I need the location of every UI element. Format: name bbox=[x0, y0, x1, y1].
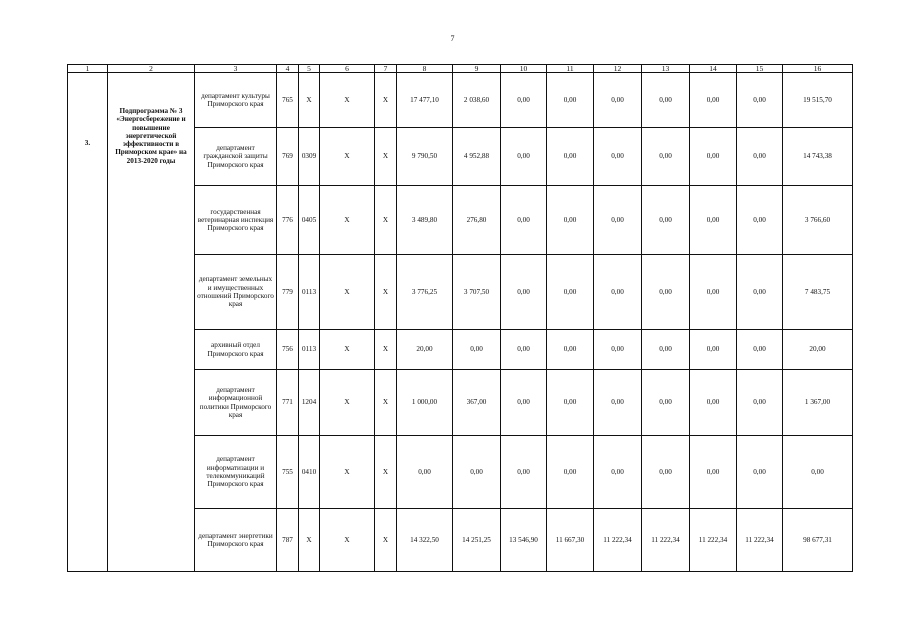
amount-cell: 1 000,00 bbox=[397, 370, 453, 436]
code-cell: Х bbox=[375, 330, 397, 370]
amount-cell: 2 038,60 bbox=[453, 73, 501, 128]
amount-cell: 0,00 bbox=[642, 73, 690, 128]
amount-cell: 0,00 bbox=[690, 186, 737, 255]
amount-cell: 0,00 bbox=[737, 73, 783, 128]
amount-cell: 0,00 bbox=[547, 436, 594, 509]
amount-cell: 0,00 bbox=[642, 436, 690, 509]
amount-cell: 0,00 bbox=[737, 128, 783, 186]
code-cell: Х bbox=[375, 436, 397, 509]
code-cell: Х bbox=[320, 509, 375, 572]
total-cell: 14 743,38 bbox=[783, 128, 853, 186]
column-header: 12 bbox=[594, 65, 642, 73]
organization-name: департамент энергетики Приморского края bbox=[195, 509, 277, 572]
amount-cell: 0,00 bbox=[397, 436, 453, 509]
header-row bbox=[68, 65, 853, 73]
total-cell: 20,00 bbox=[783, 330, 853, 370]
amount-cell: 4 952,88 bbox=[453, 128, 501, 186]
amount-cell: 0,00 bbox=[547, 186, 594, 255]
amount-cell: 276,80 bbox=[453, 186, 501, 255]
code-cell: Х bbox=[320, 73, 375, 128]
section-code-cell: Х bbox=[299, 509, 320, 572]
column-header: 11 bbox=[547, 65, 594, 73]
amount-cell: 13 546,90 bbox=[501, 509, 547, 572]
amount-cell: 0,00 bbox=[690, 128, 737, 186]
code-cell: Х bbox=[375, 370, 397, 436]
amount-cell: 0,00 bbox=[453, 436, 501, 509]
amount-cell: 17 477,10 bbox=[397, 73, 453, 128]
code-cell: 769 bbox=[277, 128, 299, 186]
code-cell: 755 bbox=[277, 436, 299, 509]
table-body bbox=[68, 65, 853, 572]
column-header: 7 bbox=[375, 65, 397, 73]
organization-name: департамент информатизации и телекоммуникаций Приморского края bbox=[195, 436, 277, 509]
organization-name: департамент гражданской защиты Приморского края bbox=[195, 128, 277, 186]
amount-cell: 0,00 bbox=[594, 370, 642, 436]
column-header: 10 bbox=[501, 65, 547, 73]
amount-cell: 0,00 bbox=[690, 330, 737, 370]
column-header: 15 bbox=[737, 65, 783, 73]
amount-cell: 0,00 bbox=[642, 255, 690, 330]
code-cell: 765 bbox=[277, 73, 299, 128]
amount-cell: 0,00 bbox=[737, 330, 783, 370]
amount-cell: 0,00 bbox=[501, 370, 547, 436]
amount-cell: 9 790,50 bbox=[397, 128, 453, 186]
amount-cell: 0,00 bbox=[547, 128, 594, 186]
code-cell: Х bbox=[320, 370, 375, 436]
organization-name: департамент земельных и имущественных отношений Приморского края bbox=[195, 255, 277, 330]
code-cell: 776 bbox=[277, 186, 299, 255]
amount-cell: 11 222,34 bbox=[594, 509, 642, 572]
column-header: 16 bbox=[783, 65, 853, 73]
organization-name: департамент информационной политики Приморского края bbox=[195, 370, 277, 436]
code-cell: 787 bbox=[277, 509, 299, 572]
amount-cell: 20,00 bbox=[397, 330, 453, 370]
organization-name: архивный отдел Приморского края bbox=[195, 330, 277, 370]
section-code-cell: 1204 bbox=[299, 370, 320, 436]
amount-cell: 3 489,80 bbox=[397, 186, 453, 255]
column-header: 2 bbox=[108, 65, 195, 73]
total-cell: 98 677,31 bbox=[783, 509, 853, 572]
code-cell: 779 bbox=[277, 255, 299, 330]
column-header: 6 bbox=[320, 65, 375, 73]
section-code-cell: 0309 bbox=[299, 128, 320, 186]
column-header: 3 bbox=[195, 65, 277, 73]
amount-cell: 0,00 bbox=[501, 186, 547, 255]
column-header: 5 bbox=[299, 65, 320, 73]
code-cell: Х bbox=[375, 128, 397, 186]
amount-cell: 0,00 bbox=[594, 330, 642, 370]
amount-cell: 0,00 bbox=[737, 370, 783, 436]
amount-cell: 0,00 bbox=[690, 370, 737, 436]
total-cell: 1 367,00 bbox=[783, 370, 853, 436]
amount-cell: 14 251,25 bbox=[453, 509, 501, 572]
code-cell: Х bbox=[375, 509, 397, 572]
section-code-cell: Х bbox=[299, 73, 320, 128]
section-number: 3. bbox=[68, 73, 108, 572]
column-header: 8 bbox=[397, 65, 453, 73]
column-header: 9 bbox=[453, 65, 501, 73]
amount-cell: 0,00 bbox=[547, 73, 594, 128]
amount-cell: 0,00 bbox=[642, 128, 690, 186]
total-cell: 19 515,70 bbox=[783, 73, 853, 128]
amount-cell: 0,00 bbox=[594, 255, 642, 330]
amount-cell: 11 222,34 bbox=[642, 509, 690, 572]
total-cell: 0,00 bbox=[783, 436, 853, 509]
code-cell: Х bbox=[375, 186, 397, 255]
code-cell: 771 bbox=[277, 370, 299, 436]
amount-cell: 0,00 bbox=[501, 128, 547, 186]
section-code-cell: 0113 bbox=[299, 255, 320, 330]
amount-cell: 0,00 bbox=[547, 370, 594, 436]
column-header: 14 bbox=[690, 65, 737, 73]
code-cell: Х bbox=[320, 436, 375, 509]
code-cell: Х bbox=[375, 255, 397, 330]
budget-table bbox=[67, 64, 853, 572]
amount-cell: 367,00 bbox=[453, 370, 501, 436]
code-cell: Х bbox=[320, 255, 375, 330]
amount-cell: 0,00 bbox=[547, 330, 594, 370]
amount-cell: 0,00 bbox=[642, 186, 690, 255]
amount-cell: 14 322,50 bbox=[397, 509, 453, 572]
amount-cell: 11 222,34 bbox=[737, 509, 783, 572]
code-cell: Х bbox=[320, 186, 375, 255]
amount-cell: 0,00 bbox=[501, 73, 547, 128]
code-cell: Х bbox=[320, 330, 375, 370]
amount-cell: 0,00 bbox=[690, 73, 737, 128]
organization-name: государственная ветеринарная инспекция Приморского края bbox=[195, 186, 277, 255]
amount-cell: 0,00 bbox=[501, 436, 547, 509]
code-cell: Х bbox=[320, 128, 375, 186]
amount-cell: 0,00 bbox=[501, 330, 547, 370]
amount-cell: 0,00 bbox=[501, 255, 547, 330]
amount-cell: 0,00 bbox=[594, 436, 642, 509]
amount-cell: 3 707,50 bbox=[453, 255, 501, 330]
column-header: 4 bbox=[277, 65, 299, 73]
amount-cell: 0,00 bbox=[594, 128, 642, 186]
total-cell: 3 766,60 bbox=[783, 186, 853, 255]
amount-cell: 0,00 bbox=[594, 186, 642, 255]
code-cell: Х bbox=[375, 73, 397, 128]
amount-cell: 0,00 bbox=[453, 330, 501, 370]
amount-cell: 0,00 bbox=[642, 330, 690, 370]
page-number: 7 bbox=[450, 34, 455, 43]
program-name: Подпрограмма № 3 «Энергосбережение и повышение энергетической эффективности в Приморском крае» на 2013-2020 годы bbox=[108, 73, 195, 572]
code-cell: 756 bbox=[277, 330, 299, 370]
organization-name: департамент культуры Приморского края bbox=[195, 73, 277, 128]
amount-cell: 3 776,25 bbox=[397, 255, 453, 330]
amount-cell: 0,00 bbox=[737, 436, 783, 509]
amount-cell: 11 667,30 bbox=[547, 509, 594, 572]
amount-cell: 0,00 bbox=[642, 370, 690, 436]
section-code-cell: 0113 bbox=[299, 330, 320, 370]
amount-cell: 0,00 bbox=[547, 255, 594, 330]
amount-cell: 0,00 bbox=[737, 186, 783, 255]
amount-cell: 11 222,34 bbox=[690, 509, 737, 572]
section-code-cell: 0405 bbox=[299, 186, 320, 255]
amount-cell: 0,00 bbox=[737, 255, 783, 330]
column-header: 1 bbox=[68, 65, 108, 73]
column-header: 13 bbox=[642, 65, 690, 73]
total-cell: 7 483,75 bbox=[783, 255, 853, 330]
amount-cell: 0,00 bbox=[690, 436, 737, 509]
amount-cell: 0,00 bbox=[690, 255, 737, 330]
table-row bbox=[68, 73, 853, 128]
section-code-cell: 0410 bbox=[299, 436, 320, 509]
amount-cell: 0,00 bbox=[594, 73, 642, 128]
